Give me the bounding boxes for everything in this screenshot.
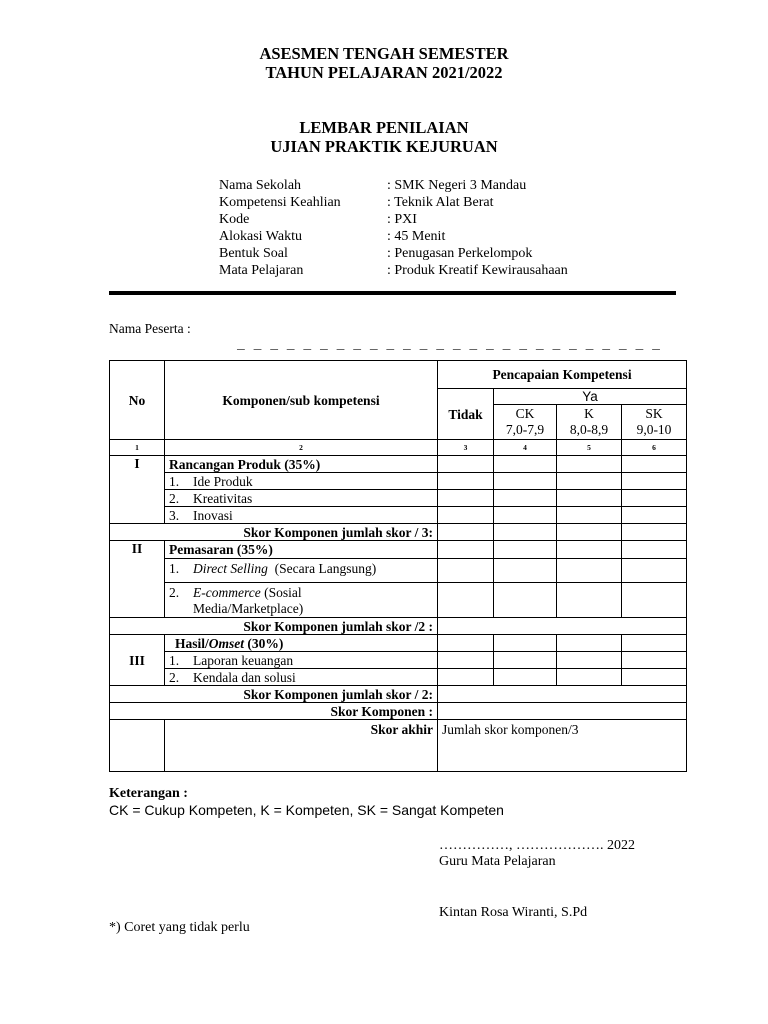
signature-date: ……………, ………………. 2022 — [439, 838, 635, 853]
score-cell[interactable] — [557, 473, 622, 490]
score-cell[interactable] — [557, 507, 622, 524]
notes-block — [109, 786, 504, 818]
item-label: Laporan keuangan — [193, 652, 294, 668]
sub-competency — [165, 669, 438, 686]
signature-role: Guru Mata Pelajaran — [439, 854, 556, 869]
info-row-time — [219, 228, 568, 245]
final-score-label: Skor akhir — [165, 720, 438, 772]
header-title-2 — [0, 118, 768, 156]
info-row-form — [219, 245, 568, 262]
score-cell[interactable] — [622, 652, 687, 669]
info-label: Alokasi Waktu — [219, 229, 302, 244]
header-no: No — [110, 361, 165, 440]
section-title — [165, 635, 438, 652]
item-number: 3. — [169, 507, 180, 523]
score-cell[interactable] — [438, 703, 687, 720]
info-label: Bentuk Soal — [219, 246, 288, 261]
item-label: Kendala dan solusi — [193, 669, 296, 685]
score-cell[interactable] — [622, 635, 687, 652]
item-line-2: Media/Marketplace) — [193, 601, 304, 616]
score-cell[interactable] — [494, 652, 557, 669]
component-score-label: Skor Komponen jumlah skor /2 : — [110, 618, 438, 635]
info-row-code — [219, 211, 568, 228]
footnote: *) Coret yang tidak perlu — [109, 920, 250, 935]
sub-competency — [165, 559, 438, 583]
header-component: Komponen/sub kompetensi — [165, 361, 438, 440]
section-title-b: (30%) — [247, 635, 284, 651]
score-cell[interactable] — [622, 541, 687, 559]
info-block — [219, 177, 568, 279]
header-ck-label: CK — [515, 406, 535, 421]
item-number: 1. — [169, 652, 180, 668]
item-number: 2. — [169, 669, 180, 685]
item-label-rest: (Sosial — [264, 585, 302, 600]
info-value: : 45 Menit — [387, 229, 446, 244]
score-cell[interactable] — [557, 456, 622, 473]
component-score-label: Skor Komponen jumlah skor / 2: — [110, 686, 438, 703]
item-number: 1. — [169, 561, 180, 576]
score-cell[interactable] — [438, 652, 494, 669]
score-cell[interactable] — [494, 524, 557, 541]
score-cell[interactable] — [438, 618, 687, 635]
header-sk — [622, 405, 687, 440]
header-ya: Ya — [494, 389, 687, 405]
info-row-school — [219, 177, 568, 194]
score-cell[interactable] — [622, 490, 687, 507]
notes-heading: Keterangan : — [109, 786, 188, 801]
header-sk-label: SK — [645, 406, 663, 421]
info-row-subject — [219, 262, 568, 279]
component-score-label: Skor Komponen jumlah skor / 3: — [110, 524, 438, 541]
item-label: Inovasi — [193, 507, 233, 523]
score-cell[interactable] — [622, 669, 687, 686]
notes-body: CK = Cukup Kompeten, K = Kompeten, SK = Sangat Kompeten — [109, 802, 504, 818]
index-cell: 2 — [165, 440, 438, 456]
score-cell[interactable] — [438, 473, 494, 490]
info-label: Kompetensi Keahlian — [219, 195, 341, 210]
participant-name-blank[interactable]: _ _ _ _ _ _ _ _ _ _ _ _ _ _ _ _ _ _ _ _ _ _ _ _ _ _ — [237, 337, 661, 352]
index-cell: 6 — [622, 440, 687, 456]
index-cell: 5 — [557, 440, 622, 456]
score-cell[interactable] — [622, 473, 687, 490]
skor-komponen-label: Skor Komponen : — [110, 703, 438, 720]
item-label-italic: Direct Selling — [193, 561, 268, 576]
score-cell[interactable] — [438, 507, 494, 524]
header-ck — [494, 405, 557, 440]
final-score-value[interactable]: Jumlah skor komponen/3 — [438, 720, 687, 772]
score-cell[interactable] — [438, 541, 494, 559]
score-cell[interactable] — [438, 559, 494, 583]
score-cell[interactable] — [494, 635, 557, 652]
score-cell[interactable] — [494, 490, 557, 507]
score-cell[interactable] — [622, 583, 687, 618]
info-value: : Penugasan Perkelompok — [387, 246, 533, 261]
score-cell[interactable] — [622, 524, 687, 541]
empty-cell — [110, 720, 165, 772]
assessment-table — [109, 360, 687, 772]
sub-competency — [165, 473, 438, 490]
section-title-italic: Omset — [208, 635, 245, 651]
info-row-competency — [219, 194, 568, 211]
score-cell[interactable] — [557, 583, 622, 618]
score-cell[interactable] — [557, 541, 622, 559]
header-sk-range: 9,0-10 — [636, 422, 672, 437]
score-cell[interactable] — [438, 635, 494, 652]
header-k — [557, 405, 622, 440]
info-value: : Produk Kreatif Kewirausahaan — [387, 263, 568, 278]
item-label: Kreativitas — [193, 490, 253, 506]
score-cell[interactable] — [557, 559, 622, 583]
score-cell[interactable] — [622, 456, 687, 473]
header-line-asesmen: ASESMEN TENGAH SEMESTER — [259, 44, 509, 63]
participant-label: Nama Peserta : — [109, 321, 191, 336]
item-line-1 — [169, 585, 433, 601]
sub-competency — [165, 583, 438, 618]
header-k-label: K — [584, 406, 594, 421]
header-achievement: Pencapaian Kompetensi — [438, 361, 687, 389]
score-cell[interactable] — [557, 524, 622, 541]
header-line-ujian: UJIAN PRAKTIK KEJURUAN — [270, 137, 498, 156]
info-value: : Teknik Alat Berat — [387, 195, 494, 210]
info-label: Nama Sekolah — [219, 178, 302, 193]
header-divider — [109, 291, 676, 295]
score-cell[interactable] — [557, 669, 622, 686]
score-cell[interactable] — [494, 669, 557, 686]
info-value: : PXI — [387, 212, 417, 227]
signature-name: Kintan Rosa Wiranti, S.Pd — [439, 905, 588, 920]
info-label: Kode — [219, 212, 250, 227]
index-cell: 1 — [110, 440, 165, 456]
header-title-1 — [0, 44, 768, 82]
score-cell[interactable] — [438, 686, 687, 703]
header-line-tahun: TAHUN PELAJARAN 2021/2022 — [265, 63, 503, 82]
score-cell[interactable] — [494, 473, 557, 490]
score-cell[interactable] — [622, 559, 687, 583]
section-number: I — [110, 456, 165, 524]
score-cell[interactable] — [557, 635, 622, 652]
score-cell[interactable] — [494, 541, 557, 559]
score-cell[interactable] — [494, 583, 557, 618]
section-title: Pemasaran (35%) — [165, 541, 438, 559]
index-cell: 4 — [494, 440, 557, 456]
score-cell[interactable] — [494, 456, 557, 473]
sub-competency — [165, 507, 438, 524]
sub-competency — [165, 490, 438, 507]
item-label-italic: E-commerce — [193, 585, 261, 600]
section-number: II — [110, 541, 165, 618]
score-cell[interactable] — [438, 583, 494, 618]
score-cell[interactable] — [438, 524, 494, 541]
item-number: 2. — [169, 490, 180, 506]
sub-competency — [165, 652, 438, 669]
score-cell[interactable] — [438, 456, 494, 473]
section-title-a: Hasil/ — [175, 635, 209, 651]
score-cell[interactable] — [494, 559, 557, 583]
item-label: Ide Produk — [193, 473, 253, 489]
index-cell: 3 — [438, 440, 494, 456]
score-cell[interactable] — [438, 490, 494, 507]
score-cell[interactable] — [557, 652, 622, 669]
section-title: Rancangan Produk (35%) — [165, 456, 438, 473]
header-line-lembar: LEMBAR PENILAIAN — [299, 118, 469, 137]
score-cell[interactable] — [622, 507, 687, 524]
score-cell[interactable] — [494, 507, 557, 524]
score-cell[interactable] — [438, 669, 494, 686]
header-ck-range: 7,0-7,9 — [505, 422, 545, 437]
header-k-range: 8,0-8,9 — [569, 422, 609, 437]
item-number: 1. — [169, 473, 180, 489]
info-label: Mata Pelajaran — [219, 263, 304, 278]
score-cell[interactable] — [557, 490, 622, 507]
item-label-rest: (Secara Langsung) — [274, 561, 377, 576]
header-tidak: Tidak — [438, 389, 494, 440]
info-value: : SMK Negeri 3 Mandau — [387, 178, 527, 193]
item-number: 2. — [169, 585, 180, 600]
section-number: III — [110, 635, 165, 686]
